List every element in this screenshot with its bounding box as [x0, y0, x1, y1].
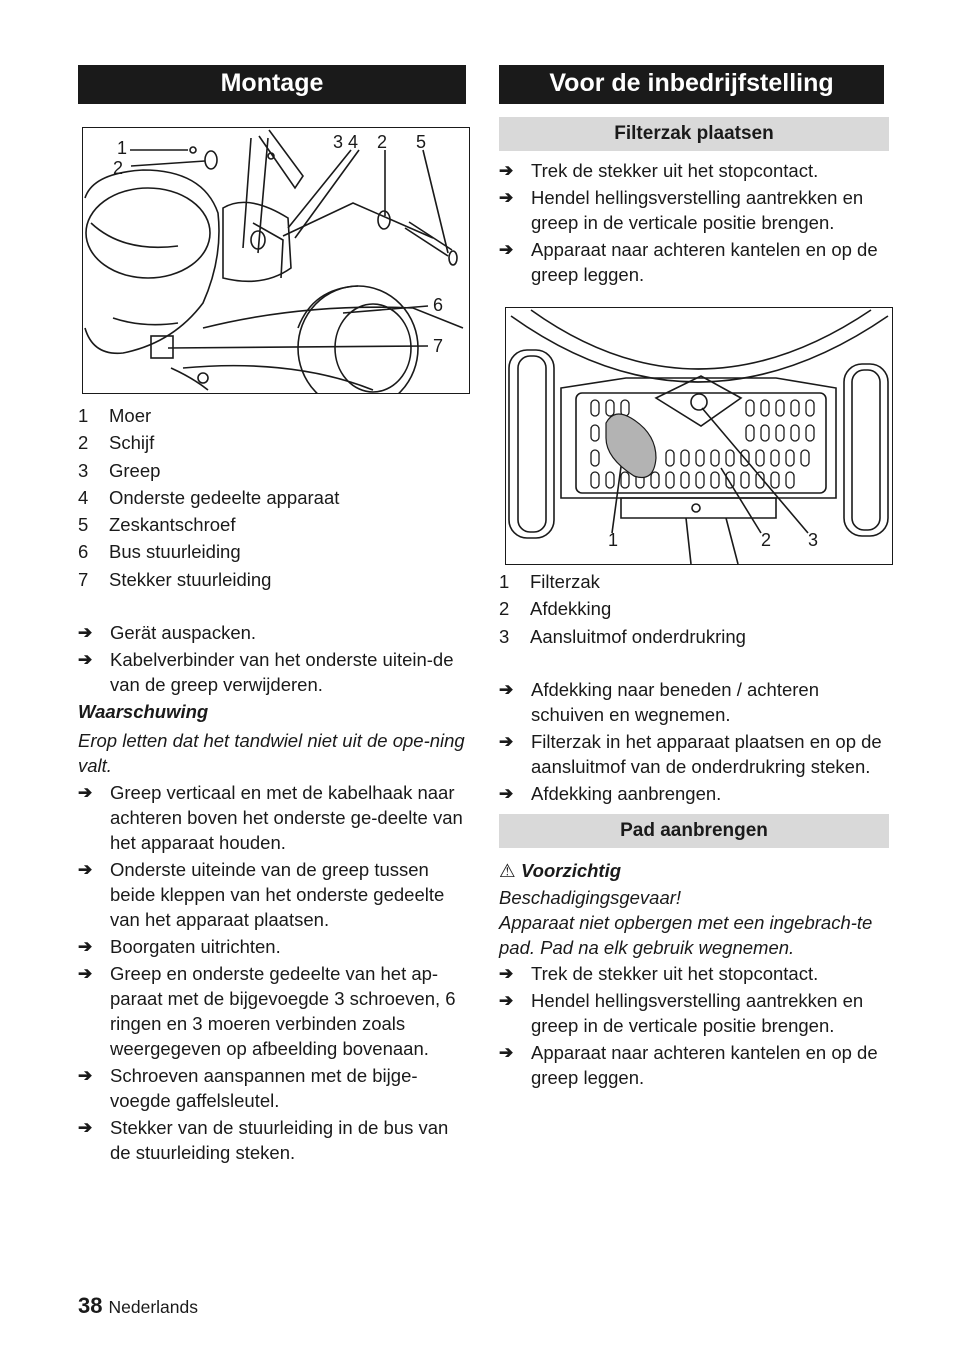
list-item: ➔ Trek de stekker uit het stopcontact.: [499, 962, 819, 984]
vent-slot: [681, 450, 689, 466]
warning-triangle-icon: ⚠: [499, 859, 516, 881]
caution-line-2: Apparaat niet opbergen met een ingebrach-te pad. Pad na elk gebruik wegnemen.: [499, 911, 873, 958]
vent-slot: [621, 400, 629, 416]
list-item: ➔ Schroeven aanspannen met de bijge-voegde gaffelsleutel.: [78, 1065, 418, 1112]
vent-slot: [651, 472, 659, 488]
montage-steps-a: [78, 620, 470, 697]
arrow-right-icon: ➔: [78, 623, 93, 643]
assembly-illustration: [82, 127, 470, 394]
legend-item: 6 Bus stuurleiding: [78, 541, 241, 563]
arrow-right-icon: ➔: [78, 1066, 93, 1086]
pad-steps: [499, 961, 895, 1090]
vent-slot: [791, 400, 799, 416]
callout-6: 6: [433, 295, 444, 315]
vent-slot: [696, 472, 704, 488]
list-item: ➔ Boorgaten uitrichten.: [78, 936, 281, 958]
assembly-drawing: [83, 128, 469, 393]
arrow-right-icon: ➔: [78, 783, 93, 803]
list-item: ➔ Trek de stekker uit het stopcontact.: [499, 160, 819, 181]
list-item: ➔ Hendel hellingsverstelling aantrekken en greep in de verticale positie brengen.: [499, 989, 864, 1036]
list-item: ➔ Stekker van de stuurleiding in de bus van de stuurleiding steken.: [78, 1117, 449, 1164]
vent-slot: [806, 425, 814, 441]
list-item: ➔ Filterzak in het apparaat plaatsen en op de aansluitmof van de onderdrukring steken.: [499, 730, 882, 777]
vent-slot: [711, 450, 719, 466]
vent-slot: [771, 472, 779, 488]
vent-slot: [806, 400, 814, 416]
vent-slot: [621, 472, 629, 488]
callout-3-4: 3 4: [333, 132, 359, 152]
warning-text: Erop letten dat het tandwiel niet uit de ope-ning valt.: [78, 730, 465, 777]
list-item: ➔ Onderste uiteinde van de greep tussen beide kleppen van het onderste gedeelte van het apparaat plaatsen.: [78, 859, 445, 931]
arrow-right-icon: ➔: [78, 1118, 93, 1138]
callout-5: 5: [416, 132, 427, 152]
list-item: ➔ Hendel hellingsverstelling aantrekken en greep in de verticale positie brengen.: [499, 187, 864, 233]
legend-item: 2 Schijf: [78, 432, 155, 454]
legend-item: 7 Stekker stuurleiding: [78, 568, 272, 590]
subheading-filterzak: Filterzak plaatsen: [499, 117, 889, 151]
vent-slot: [591, 425, 599, 441]
right-column: [499, 65, 895, 1092]
vent-slot: [681, 472, 689, 488]
vent-slot: [801, 450, 809, 466]
filterbag-drawing: [506, 308, 892, 564]
callout-1: 1: [608, 530, 619, 550]
vent-slot: [591, 472, 599, 488]
list-item: ➔ Kabelverbinder van het onderste uitein-de van de greep verwijderen.: [78, 649, 454, 696]
vent-slot: [606, 472, 614, 488]
arrow-right-icon: ➔: [499, 1042, 514, 1062]
arrow-right-icon: ➔: [499, 731, 514, 751]
vent-slot: [761, 400, 769, 416]
vent-slot: [666, 472, 674, 488]
vent-slot: [591, 450, 599, 466]
vent-slot: [756, 450, 764, 466]
legend-item: 1 Filterzak: [499, 571, 600, 592]
arrow-right-icon: ➔: [78, 860, 93, 880]
callout-1: 1: [117, 138, 128, 158]
list-item: ➔ Greep en onderste gedeelte van het ap-paraat met de bijgevoegde 3 schroeven, 6 ringen en 3 moeren verbinden zoals weergegeven op afbeelding bovenaan.: [78, 963, 456, 1060]
callout-7: 7: [433, 336, 444, 356]
vent-slot: [746, 400, 754, 416]
vent-slot: [776, 425, 784, 441]
left-column: [78, 65, 470, 1167]
list-item: ➔ Greep verticaal en met de kabelhaak naar achteren boven het onderste ge-deelte van het apparaat houden.: [78, 782, 463, 854]
vent-slot: [726, 450, 734, 466]
warning-title: Waarschuwing: [78, 701, 209, 723]
arrow-right-icon: ➔: [78, 650, 93, 670]
callout-2: 2: [113, 158, 124, 178]
caution-title: ⚠ Voorzichtig: [499, 859, 622, 881]
arrow-right-icon: ➔: [499, 679, 514, 699]
vent-slot: [711, 472, 719, 488]
section-heading-inbedrijfstelling: Voor de inbedrijfstelling: [499, 65, 884, 104]
footer-language: Nederlands: [108, 1297, 198, 1317]
arrow-right-icon: ➔: [499, 783, 514, 803]
section-heading-montage: Montage: [78, 65, 466, 104]
legend-item: 3 Greep: [78, 459, 161, 481]
legend-item: 4 Onderste gedeelte apparaat: [78, 486, 340, 508]
callout-2b: 2: [377, 132, 388, 152]
filterzak-steps-b: [499, 677, 895, 806]
vent-slot: [761, 425, 769, 441]
arrow-right-icon: ➔: [499, 188, 514, 207]
vent-slot: [606, 400, 614, 416]
vent-slot: [726, 472, 734, 488]
vent-slot: [591, 400, 599, 416]
list-item: ➔ Afdekking aanbrengen.: [499, 782, 722, 804]
vent-slot: [791, 425, 799, 441]
vent-slot: [741, 472, 749, 488]
arrow-right-icon: ➔: [78, 964, 93, 984]
arrow-right-icon: ➔: [78, 937, 93, 957]
filterzak-steps-a: [499, 158, 895, 287]
legend-item: 2 Afdekking: [499, 598, 612, 620]
legend-item: 1 Moer: [78, 405, 152, 426]
vent-slot: [666, 450, 674, 466]
arrow-right-icon: ➔: [499, 161, 514, 180]
vent-slot: [746, 425, 754, 441]
montage-legend: [78, 402, 470, 593]
filterbag-illustration: [505, 307, 893, 565]
vent-slot: [776, 400, 784, 416]
filterzak-legend: [499, 568, 895, 650]
list-item: ➔ Apparaat naar achteren kantelen en op de greep leggen.: [499, 239, 878, 285]
callout-2: 2: [761, 530, 772, 550]
vent-slot: [786, 450, 794, 466]
legend-item: 5 Zeskantschroef: [78, 514, 236, 536]
page-number: 38: [78, 1293, 103, 1318]
callout-3: 3: [808, 530, 819, 550]
list-item: ➔ Afdekking naar beneden / achteren schuiven en wegnemen.: [499, 678, 819, 725]
vent-slot: [786, 472, 794, 488]
arrow-right-icon: ➔: [499, 963, 514, 983]
arrow-right-icon: ➔: [499, 990, 514, 1010]
list-item: ➔ Apparaat naar achteren kantelen en op de greep leggen.: [499, 1041, 878, 1088]
vent-slot: [696, 450, 704, 466]
arrow-right-icon: ➔: [499, 240, 514, 259]
page-footer: [78, 1293, 198, 1319]
montage-steps-b: [78, 780, 470, 1165]
caution-line-1: Beschadigingsgevaar!: [499, 886, 682, 908]
subheading-pad: Pad aanbrengen: [499, 814, 889, 848]
list-item: ➔ Gerät auspacken.: [78, 622, 257, 644]
vent-slot: [771, 450, 779, 466]
legend-item: 3 Aansluitmof onderdrukring: [499, 625, 746, 647]
